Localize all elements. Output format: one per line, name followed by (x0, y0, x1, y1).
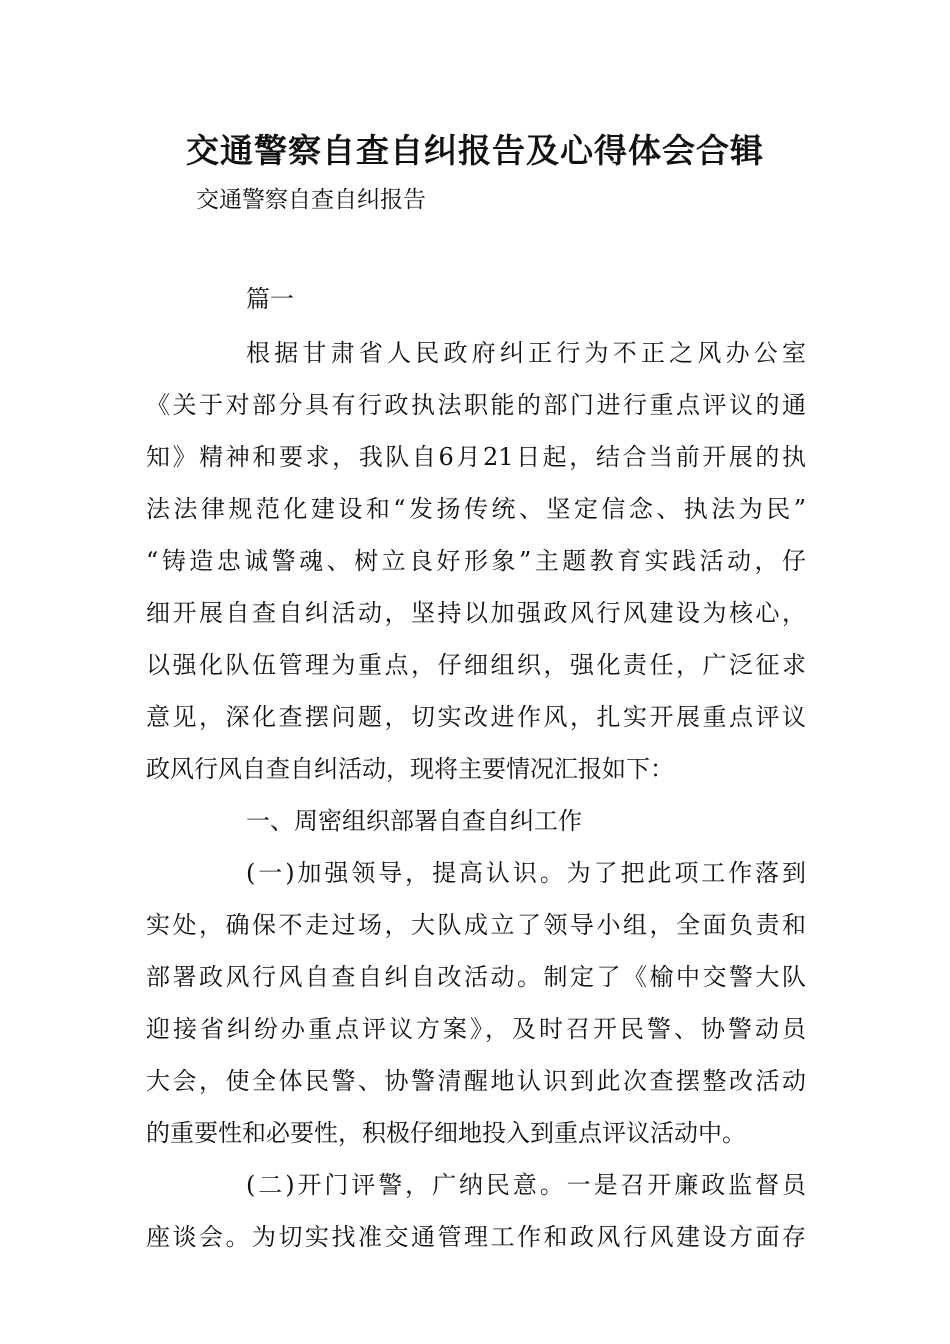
body-text-line: 细开展自查自纠活动，坚持以加强政风行风建设为核心， (146, 599, 806, 627)
body-text-line: 大会，使全体民警、协警清醒地认识到此次查摆整改活动 (146, 1067, 806, 1095)
body-text-line: (二)开门评警，广纳民意。一是召开廉政监督员 (246, 1171, 806, 1199)
body-text-line: 的重要性和必要性，积极仔细地投入到重点评议活动中。 (146, 1119, 746, 1147)
body-text-line: 政风行风自查自纠活动，现将主要情况汇报如下： (146, 755, 674, 783)
document-title: 交通警察自查自纠报告及心得体会合辑 (186, 131, 764, 170)
body-text-line: 根据甘肃省人民政府纠正行为不正之风办公室 (246, 339, 806, 367)
body-text-line: 一、周密组织部署自查自纠工作 (246, 807, 582, 835)
body-text-line: (一)加强领导，提高认识。为了把此项工作落到 (246, 859, 806, 887)
body-text-line: 部署政风行风自查自纠自改活动。制定了《榆中交警大队 (146, 963, 806, 991)
body-text-line: 《关于对部分具有行政执法职能的部门进行重点评议的通 (146, 391, 806, 419)
body-text-line: 以强化队伍管理为重点，仔细组织，强化责任，广泛征求 (146, 651, 806, 679)
body-text-line: 座谈会。为切实找准交通管理工作和政风行风建设方面存 (146, 1223, 806, 1251)
document-subtitle: 交通警察自查自纠报告 (196, 187, 426, 213)
body-text-line: 实处，确保不走过场，大队成立了领导小组，全面负责和 (146, 911, 806, 939)
section-label: 篇一 (246, 285, 294, 313)
body-text-line: 迎接省纠纷办重点评议方案》，及时召开民警、协警动员 (146, 1015, 806, 1043)
body-text-line: “铸造忠诚警魂、树立良好形象”主题教育实践活动，仔 (146, 547, 806, 575)
body-text-line: 知》精神和要求，我队自6月21日起，结合当前开展的执 (146, 443, 806, 471)
document-body (146, 333, 806, 1269)
body-text-line: 意见，深化查摆问题，切实改进作风，扎实开展重点评议 (146, 703, 806, 731)
body-text-line: 法法律规范化建设和“发扬传统、坚定信念、执法为民” (146, 495, 806, 523)
